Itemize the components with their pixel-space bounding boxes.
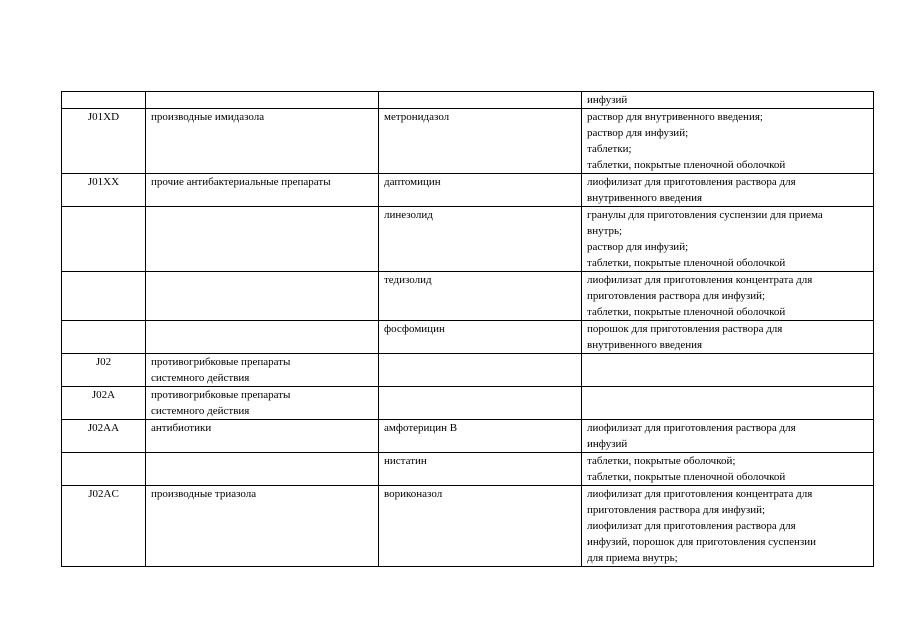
dosage-form-line: лиофилизат для приготовления концентрата для bbox=[587, 488, 813, 500]
table-row bbox=[62, 453, 874, 486]
dosage-forms-cell bbox=[582, 174, 874, 207]
drug-name-cell: линезолид bbox=[379, 207, 582, 272]
group-text-line: системного действия bbox=[151, 405, 250, 417]
group-text-line: системного действия bbox=[151, 372, 250, 384]
table-row bbox=[62, 174, 874, 207]
drug-name-cell: фосфомицин bbox=[379, 321, 582, 354]
dosage-form-line: раствор для внутривенного введения; bbox=[587, 111, 763, 123]
drug-name-cell bbox=[379, 387, 582, 420]
table-row bbox=[62, 354, 874, 387]
atc-code-cell: J01XD bbox=[62, 109, 146, 174]
table-row bbox=[62, 486, 874, 567]
drug-name-cell bbox=[379, 92, 582, 109]
dosage-form-line: внутривенного введения bbox=[587, 192, 703, 204]
drug-name-cell: метронидазол bbox=[379, 109, 582, 174]
dosage-form-line: внутривенного введения bbox=[587, 339, 703, 351]
group-text-line: производные имидазола bbox=[151, 111, 265, 123]
pharmacological-group-cell bbox=[146, 420, 379, 453]
table-body bbox=[62, 92, 874, 567]
dosage-form-line: инфузий, порошок для приготовления суспензии bbox=[587, 536, 817, 548]
pharmacological-group-cell bbox=[146, 109, 379, 174]
pharmacological-group-cell bbox=[146, 453, 379, 486]
atc-code-cell bbox=[62, 92, 146, 109]
pharmacological-group-cell bbox=[146, 387, 379, 420]
group-text-line: противогрибковые препараты bbox=[151, 356, 291, 368]
atc-code-cell bbox=[62, 207, 146, 272]
drug-name-cell: вориконазол bbox=[379, 486, 582, 567]
dosage-form-line: лиофилизат для приготовления концентрата для bbox=[587, 274, 813, 286]
dosage-forms-cell bbox=[582, 453, 874, 486]
pharmacological-group-cell bbox=[146, 207, 379, 272]
table-row bbox=[62, 207, 874, 272]
dosage-forms-cell bbox=[582, 486, 874, 567]
dosage-form-line: таблетки, покрытые пленочной оболочкой bbox=[587, 306, 786, 318]
dosage-forms-cell bbox=[582, 387, 874, 420]
dosage-form-line: лиофилизат для приготовления раствора для bbox=[587, 422, 796, 434]
dosage-forms-cell bbox=[582, 321, 874, 354]
pharmacological-group-cell bbox=[146, 174, 379, 207]
dosage-forms-cell bbox=[582, 420, 874, 453]
pharmacological-group-cell bbox=[146, 321, 379, 354]
dosage-form-line: инфузий bbox=[587, 438, 628, 450]
group-text-line: прочие антибактериальные препараты bbox=[151, 176, 331, 188]
dosage-form-line: инфузий bbox=[587, 94, 628, 106]
dosage-forms-cell bbox=[582, 109, 874, 174]
atc-code-cell: J02A bbox=[62, 387, 146, 420]
table-row bbox=[62, 272, 874, 321]
group-text-line: антибиотики bbox=[151, 422, 212, 434]
dosage-form-line: таблетки, покрытые пленочной оболочкой bbox=[587, 471, 786, 483]
atc-code-cell bbox=[62, 272, 146, 321]
atc-code-cell bbox=[62, 321, 146, 354]
dosage-form-line: раствор для инфузий; bbox=[587, 241, 689, 253]
drug-name-cell: нистатин bbox=[379, 453, 582, 486]
dosage-forms-cell bbox=[582, 354, 874, 387]
drug-name-cell bbox=[379, 354, 582, 387]
pharmacological-group-cell bbox=[146, 486, 379, 567]
pharmacological-group-cell bbox=[146, 272, 379, 321]
drug-name-cell: даптомицин bbox=[379, 174, 582, 207]
dosage-forms-cell bbox=[582, 272, 874, 321]
dosage-form-line: для приема внутрь; bbox=[587, 552, 678, 564]
dosage-form-line: порошок для приготовления раствора для bbox=[587, 323, 783, 335]
dosage-form-line: таблетки; bbox=[587, 143, 632, 155]
table-row bbox=[62, 92, 874, 109]
drug-name-cell: тедизолид bbox=[379, 272, 582, 321]
dosage-form-line: приготовления раствора для инфузий; bbox=[587, 504, 766, 516]
atc-code-cell bbox=[62, 453, 146, 486]
dosage-form-line: раствор для инфузий; bbox=[587, 127, 689, 139]
drug-classification-table bbox=[61, 91, 874, 567]
table-row bbox=[62, 387, 874, 420]
pharmacological-group-cell bbox=[146, 354, 379, 387]
dosage-form-line: лиофилизат для приготовления раствора для bbox=[587, 176, 796, 188]
atc-code-cell: J02AA bbox=[62, 420, 146, 453]
pharmacological-group-cell bbox=[146, 92, 379, 109]
dosage-form-line: приготовления раствора для инфузий; bbox=[587, 290, 766, 302]
dosage-form-line: таблетки, покрытые пленочной оболочкой bbox=[587, 257, 786, 269]
dosage-forms-cell bbox=[582, 207, 874, 272]
dosage-form-line: гранулы для приготовления суспензии для приема bbox=[587, 209, 823, 221]
table-row bbox=[62, 109, 874, 174]
atc-code-cell: J02 bbox=[62, 354, 146, 387]
dosage-form-line: внутрь; bbox=[587, 225, 623, 237]
atc-code-cell: J01XX bbox=[62, 174, 146, 207]
atc-code-cell: J02AC bbox=[62, 486, 146, 567]
drug-name-cell: амфотерицин В bbox=[379, 420, 582, 453]
group-text-line: противогрибковые препараты bbox=[151, 389, 291, 401]
table-row bbox=[62, 321, 874, 354]
dosage-form-line: таблетки, покрытые оболочкой; bbox=[587, 455, 736, 467]
dosage-forms-cell bbox=[582, 92, 874, 109]
group-text-line: производные триазола bbox=[151, 488, 257, 500]
table-row bbox=[62, 420, 874, 453]
dosage-form-line: лиофилизат для приготовления раствора для bbox=[587, 520, 796, 532]
dosage-form-line: таблетки, покрытые пленочной оболочкой bbox=[587, 159, 786, 171]
